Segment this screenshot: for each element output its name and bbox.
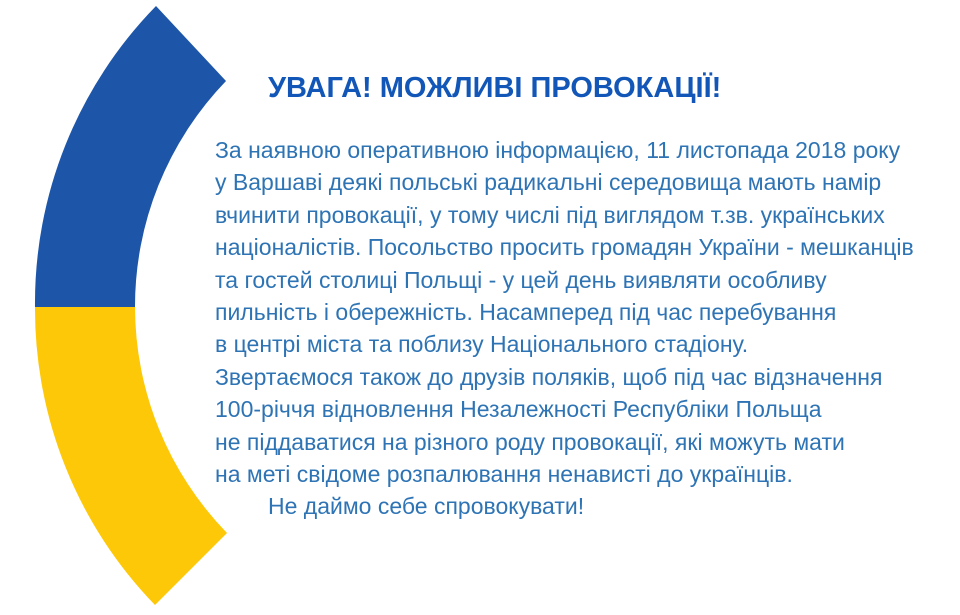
body-line: у Варшаві деякі польські радикальні середовища мають намір — [215, 169, 882, 196]
body-line: вчинити провокації, у тому числі під виглядом т.зв. українських — [215, 201, 885, 228]
body-line: не піддаватися на різного роду провокації, які можуть мати — [215, 428, 845, 455]
body-line: 100-річчя відновлення Незалежності Республіки Польща — [215, 396, 822, 423]
body-line: на меті свідоме розпалювання ненависті до українців. — [215, 461, 793, 488]
body-line: націоналістів. Посольство просить громадян України - мешканців — [215, 234, 914, 261]
closing-line: Не даймо себе спровокувати! — [268, 493, 585, 520]
body-line: в центрі міста та поблизу Національного стадіону. — [215, 331, 749, 358]
body-line: та гостей столиці Польщі - у цей день виявляти особливу — [215, 266, 827, 293]
ribbon-yellow-segment — [35, 307, 227, 605]
alert-title: УВАГА! МОЖЛИВІ ПРОВОКАЦІЇ! — [268, 72, 722, 104]
body-line: пильність і обережність. Насамперед під час перебування — [215, 299, 837, 326]
body-line: За наявною оперативною інформацією, 11 листопада 2018 року — [215, 137, 901, 163]
body-line: Звертаємося також до друзів поляків, щоб під час відзначення — [215, 363, 883, 390]
alert-body — [215, 134, 914, 523]
ribbon-blue-segment — [35, 6, 226, 308]
